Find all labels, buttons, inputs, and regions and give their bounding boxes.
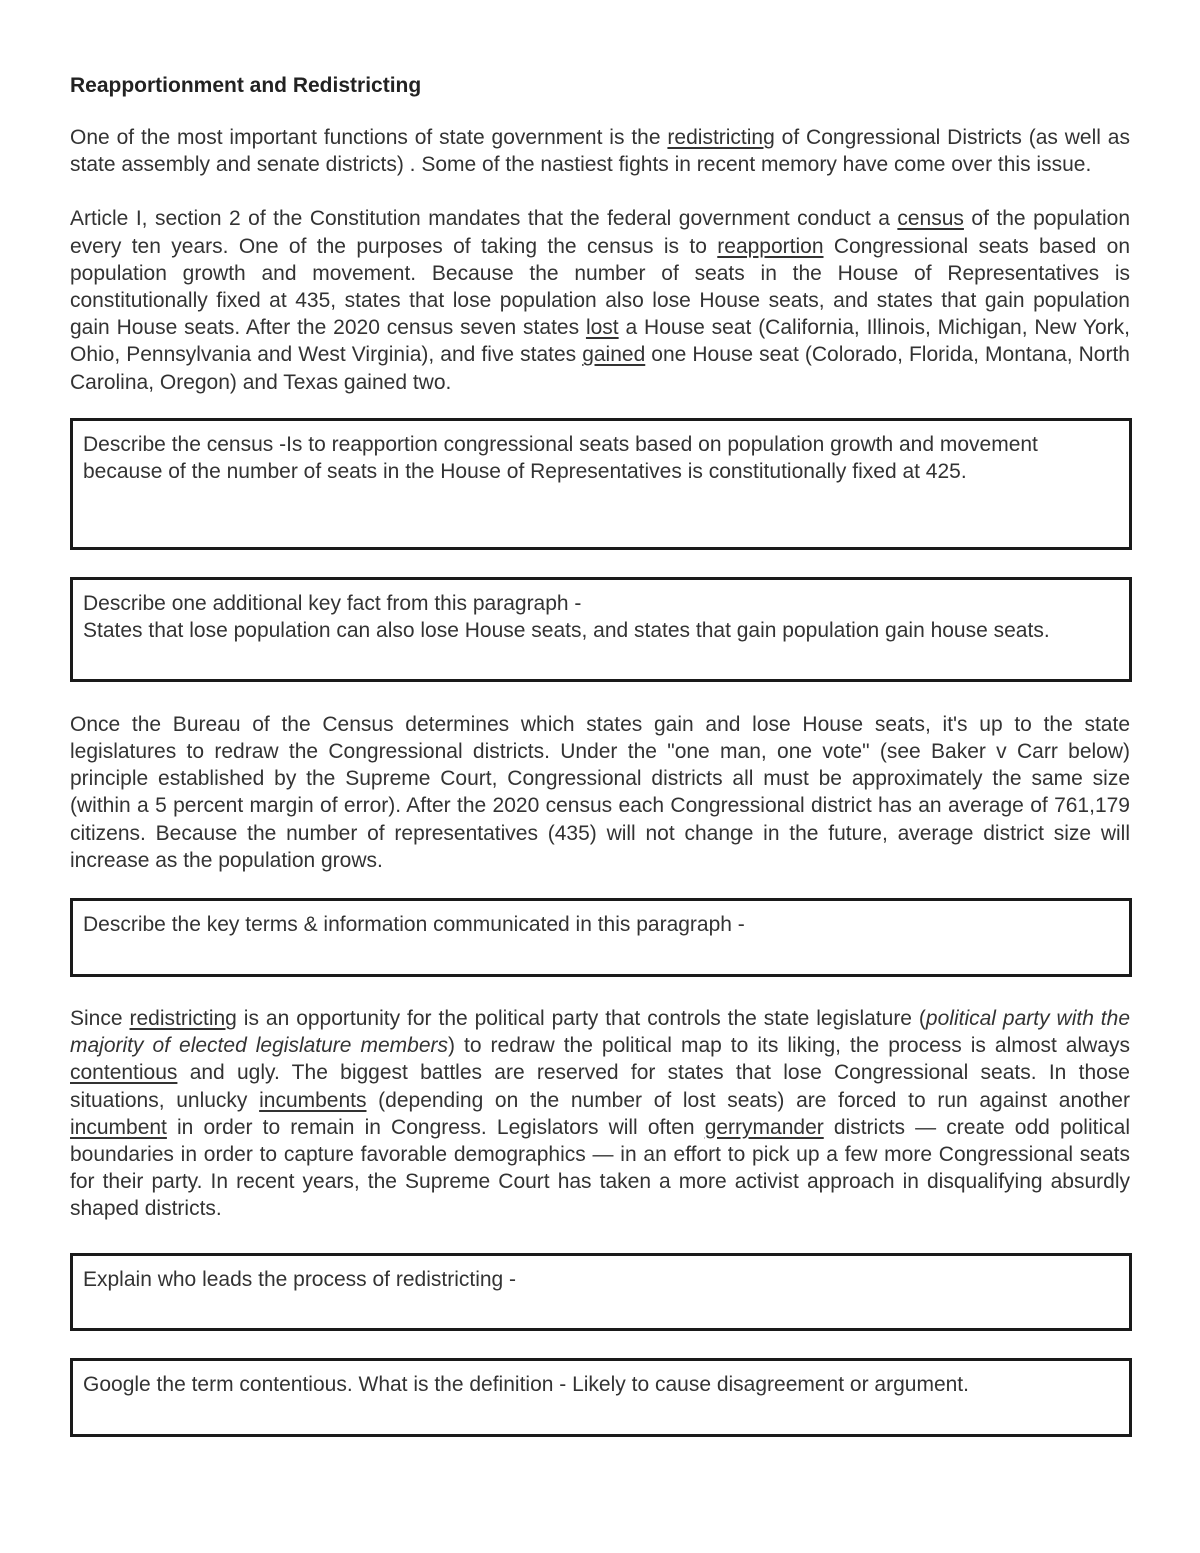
term-reapportion: reapportion — [717, 234, 824, 258]
paragraph-intro — [70, 124, 1130, 178]
answer-text: Google the term contentious. What is the definition - Likely to cause disagreement or argument. — [83, 1372, 969, 1396]
text: is an opportunity for the political party that controls the state legislature ( — [236, 1007, 926, 1031]
term-redistricting: redistricting — [667, 126, 775, 149]
text: One of the most important functions of state government is the — [70, 126, 668, 149]
term-census: census — [897, 207, 964, 231]
text: in order to remain in Congress. Legislators will often — [166, 1115, 705, 1139]
prompt-text: Describe the key terms & information communicated in this paragraph - — [83, 913, 745, 937]
answer-box-who-leads[interactable] — [70, 1253, 1132, 1331]
prompt-text: Describe one additional key fact from this paragraph - — [83, 591, 582, 615]
answer-box-census[interactable] — [70, 418, 1132, 550]
text: of Congressional Districts (as well as state assembly and senate districts) . Some of the nastiest fights in recent memory have come over this issue. — [70, 126, 1130, 177]
answer-text: Describe the census -Is to reapportion congressional seats based on population growth and movement because of the number of seats in the House of Representatives is constitutionally fixed at 425. — [83, 432, 1038, 484]
answer-box-key-fact[interactable] — [70, 577, 1132, 682]
text: of the population every ten years. One of the purposes of taking the census is to — [70, 207, 1130, 258]
text: (depending on the number of lost seats) are forced to run against another — [366, 1088, 1130, 1112]
text: ) to redraw the political map to its liking, the process is almost always — [448, 1034, 1130, 1058]
text: and ugly. The biggest battles are reserved for states that lose Congressional seats. In those situations, unlucky — [70, 1061, 1130, 1112]
document-page — [70, 72, 1130, 1437]
term-gerrymander: gerrymander — [704, 1115, 824, 1139]
page-title: Reapportionment and Redistricting — [70, 74, 422, 97]
answer-box-contentious[interactable] — [70, 1358, 1132, 1437]
paragraph-census — [70, 205, 1130, 395]
paragraph-gerrymander — [70, 1005, 1130, 1223]
term-gained: gained — [582, 343, 646, 367]
text: Congressional seats based on population growth and movement. Because the number of seats in the House of Representatives is constitutionally fixed at 435, states that lose population also lose House seats, and states that gain population gain House seats. After the 2020 census seven states — [70, 234, 1130, 340]
prompt-text: Explain who leads the process of redistricting - — [83, 1267, 517, 1291]
text: Article I, section 2 of the Constitution mandates that the federal government conduct a — [70, 207, 898, 231]
term-contentious: contentious — [70, 1061, 178, 1085]
paragraph-redraw: Once the Bureau of the Census determines which states gain and lose House seats, it's up to the state legislatures to redraw the Congressional districts. Under the "one man, one vote" (see Baker v Carr below) principle established by the Supreme Court, Congressional districts all must be approximately the same size (within a 5 percent margin of error). After the 2020 census each Congressional district has an average of 761,179 citizens. Because the number of representatives (435) will not change in the future, average district size will increase as the population grows. — [70, 712, 1130, 872]
definition-italic: political party with the majority of elected legislature members — [70, 1007, 1131, 1058]
term-incumbent: incumbent — [70, 1115, 167, 1139]
term-lost: lost — [585, 316, 619, 340]
term-incumbents: incumbents — [259, 1088, 367, 1112]
text: districts — create odd political boundaries in order to capture favorable demographics — in an effort to pick up a few more Congressional seats for their party. In recent years, the Supreme Court has taken a more activist approach in disqualifying absurdly shaped districts. — [70, 1115, 1130, 1221]
text: Since — [70, 1007, 130, 1031]
text: one House seat (Colorado, Florida, Montana, North Carolina, Oregon) and Texas gained two. — [70, 343, 1130, 394]
answer-box-key-terms[interactable] — [70, 898, 1132, 977]
term-redistricting: redistricting — [129, 1007, 237, 1031]
text: a House seat (California, Illinois, Michigan, New York, Ohio, Pennsylvania and West Virginia), and five states — [70, 316, 1130, 367]
answer-text: States that lose population can also lose House seats, and states that gain population gain house seats. — [83, 619, 1050, 643]
